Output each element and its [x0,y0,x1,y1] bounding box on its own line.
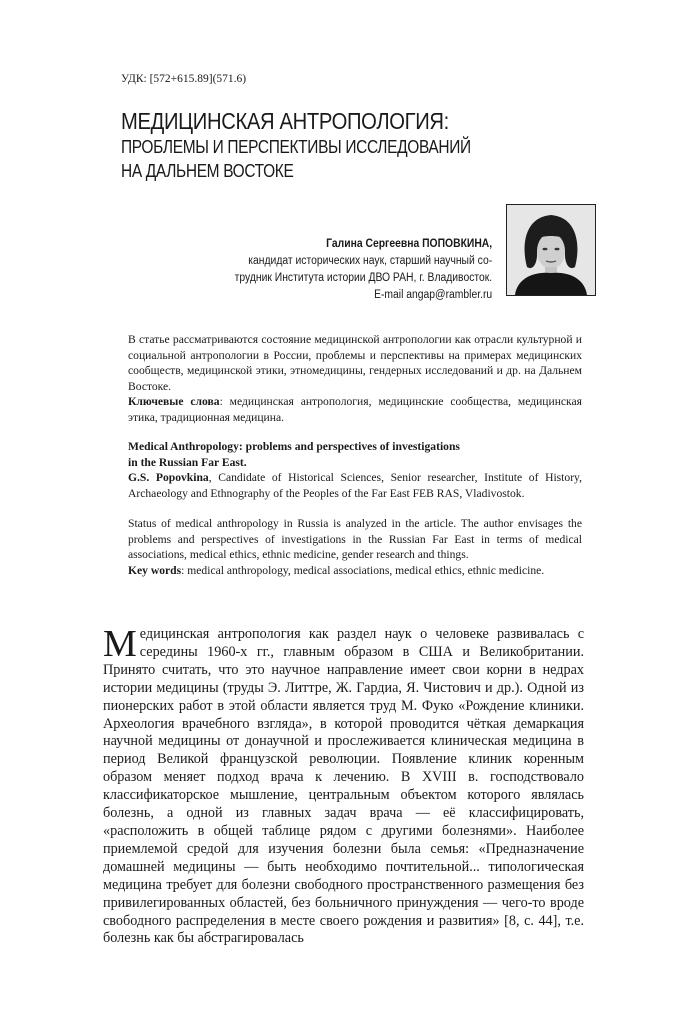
portrait-image [507,205,595,295]
author-name: Галина Сергеевна ПОПОВКИНА, [326,238,492,250]
title-line-3: НА ДАЛЬНЕМ ВОСТОКЕ [121,161,294,181]
keywords-russian [128,394,582,425]
keywords-english-list: : medical anthropology, medical associations, medical ethics, ethnic medicine. [181,563,545,577]
english-author-affiliation: , Candidate of Historical Sciences, Senior researcher, Institute of History, Archaeology and Ethnography of the Peoples of the Far East FEB RAS, Vladivostok. [128,471,583,500]
abstract-english [128,516,582,578]
author-email: E-mail angap@rambler.ru [373,289,492,301]
drop-cap: М [103,623,137,665]
abstract-english-text: Status of medical anthropology in Russia is analyzed in the article. The author envisages the problems and perspectives of investigations in the Russian Far East in terms of medical associations, medical ethics, ethnic medicine, gender research and things. [128,517,582,562]
english-title-line-2: in the Russian Far East. [128,455,247,469]
english-author-info [128,470,582,501]
abstract-russian-text: В статье рассматриваются состояние медицинской антропологии как отрасли культурной и социальной антропологии в России, проблемы и перспективы на примерах медицинских сообществ, медицинской этики, этномедицины, гендерных исследований и др. на Дальнем Востоке. [128,333,582,393]
title-line-1: МЕДИЦИНСКАЯ АНТРОПОЛОГИЯ: [121,108,449,134]
author-affiliation-line-2: трудник Института истории ДВО РАН, г. Владивосток. [234,272,492,284]
keywords-russian-list: : медицинская антропология, медицинские сообщества, медицинская этика, традиционная медицина. [128,395,582,424]
author-info [206,236,492,304]
udc-code: УДК: [572+615.89](571.6) [121,73,247,85]
author-portrait-icon [506,204,596,296]
english-title-line-1: Medical Anthropology: problems and perspectives of investigations [128,440,460,453]
article-title [121,108,534,182]
keywords-russian-label: Ключевые слова [128,395,220,409]
english-title-block [128,439,582,501]
keywords-english-label: Key words [128,563,182,577]
keywords-english [128,563,582,579]
body-paragraph-text: едицинская антропология как раздел наук о человеке развивалась с середины 1960-х гг., главным образом в США и Великобритании. Принято считать, что это научное направление имеет свои корни в недрах истории медицины (труды Э. Литтре, Ж. Гардиа, Я. Чистович и др.). Одной из пионерских работ в этой области является труд М. Фуко «Рождение клиники. Археология врачебного взгляда», в которой проводится чёткая демаркация научной медицины от донаучной и прослеживается клиническая медицина в период Великой французской революции. Появление клиник коренным образом меняет подход врача к лечению. В XVIII в. господствовало классификаторское мышление, центральным объектом которого являлась болезнь, а одной из главных задач врача — её классифицировать, «расположить в общей таблице рядом с другими болезнями». Наиболее приемлемой средой для изучения болезни была семья: «Предназначение домашней медицины — быть необходимо почтительной... типологическая медицина требует для болезни свободного пространственного размещения без привилегированных областей, без больничного принуждения — чего-то вроде свободного распределения в месте своего рождения и развития» [8, с. 44], т.е. болезнь как бы абстрагировалась [103,626,584,947]
article-body [103,623,584,948]
abstract-russian [128,332,582,426]
body-paragraph [103,623,584,948]
author-given-names: Галина Сергеевна [326,238,420,250]
author-affiliation-line-1: кандидат исторических наук, старший научный со- [248,255,492,267]
author-surname: ПОПОВКИНА [421,238,490,250]
title-line-2: ПРОБЛЕМЫ И ПЕРСПЕКТИВЫ ИССЛЕДОВАНИЙ [121,137,471,157]
english-author-name: G.S. Popovkina [128,471,209,485]
